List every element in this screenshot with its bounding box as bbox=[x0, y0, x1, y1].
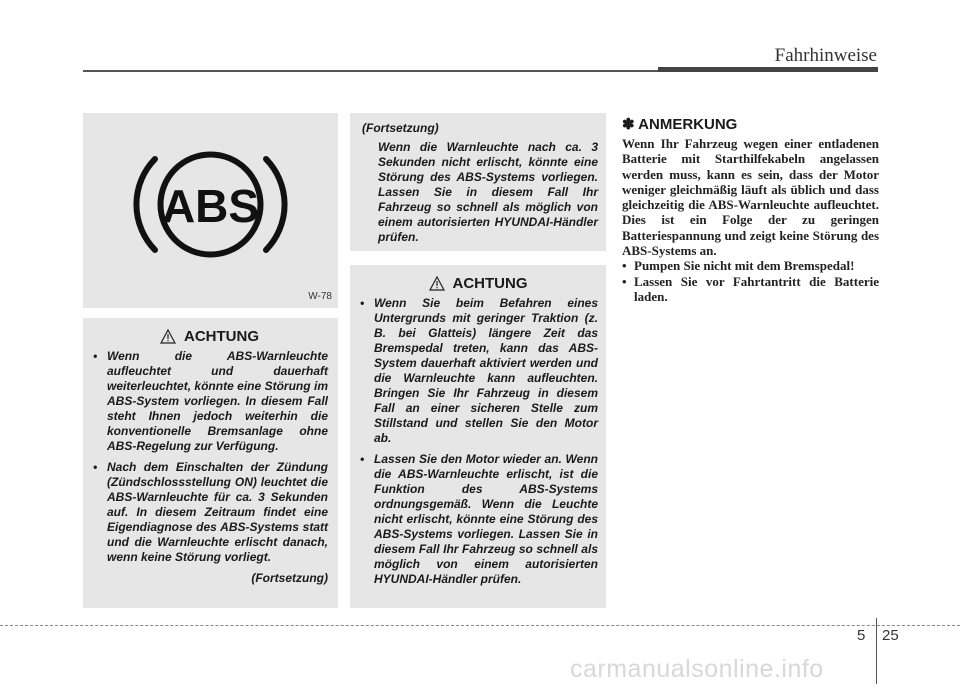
note-paragraph: Wenn Ihr Fahrzeug wegen einer entladenen Batterie mit Starthilfekabeln angelassen werden muss, kann es sein, dass der Motor weniger gleichmäßig läuft als üblich und dass gleichzeitig die ABS-Warnleuchte aufleuchtet. Dies ist ein Folge der zu geringen Batteriespannung und zeigt keine Störung des ABS-Systems an. bbox=[622, 136, 879, 259]
continuation-label: (Fortsetzung) bbox=[251, 571, 328, 585]
warning-title: ACHTUNG bbox=[452, 275, 528, 292]
warning-triangle-icon bbox=[429, 276, 445, 291]
chapter-number: 5 bbox=[857, 627, 866, 644]
figure-code: W-78 bbox=[308, 291, 332, 302]
warning-title: ACHTUNG bbox=[184, 328, 259, 345]
page-number: 25 bbox=[882, 627, 899, 644]
footer-divider bbox=[876, 618, 877, 684]
note-section bbox=[622, 115, 879, 304]
warning-bullet: • Wenn Sie beim Befahren eines Untergrunds mit geringer Traktion (z. B. bei Glatteis) längere Zeit das Bremspedal treten, kann das ABS-System dauerhaft aktiviert werden und die Warnleuchte kann aufleuchten. Bringen Sie Ihr Fahrzeug in diesem Fall an einer sicheren Stelle zum Stillstand und stellen Sie den Motor ab. bbox=[358, 296, 598, 446]
warning-box-2 bbox=[350, 265, 606, 608]
continuation-label: (Fortsetzung) bbox=[362, 121, 439, 135]
continued-text: Wenn die Warnleuchte nach ca. 3 Sekunden nicht erlischt, könnte eine Störung des ABS-Systems vorliegen. Lassen Sie in diesem Fall Ihr Fahrzeug so schnell als möglich von einem autorisierten HYUNDAI-Händler prüfen. bbox=[378, 140, 598, 244]
watermark: carmanualsonline.info bbox=[570, 655, 824, 683]
warning-bullet: • Nach dem Einschalten der Zündung (Zündschlossstellung ON) leuchtet die ABS-Warnleuchte für ca. 3 Sekunden auf. In diesem Zeitraum findet eine Eigendiagnose des ABS-Systems statt und die Warnleuchte erlischt danach, wenn keine Störung vorliegt. bbox=[91, 460, 328, 565]
abs-warning-lamp-icon bbox=[133, 137, 288, 272]
continued-box bbox=[350, 113, 606, 251]
footer-rule bbox=[0, 625, 960, 626]
header-rule-accent bbox=[658, 67, 878, 72]
warning-heading bbox=[91, 328, 328, 345]
warning-heading bbox=[358, 275, 598, 292]
abs-symbol-text: ABS bbox=[161, 180, 260, 232]
note-bullet: • Pumpen Sie nicht mit dem Bremspedal! bbox=[622, 258, 879, 273]
abs-illustration-panel bbox=[83, 113, 338, 308]
note-title: ✽ ANMERKUNG bbox=[622, 116, 738, 133]
warning-bullet: • Wenn die ABS-Warnleuchte aufleuchtet und dauerhaft weiterleuchtet, könnte eine Störung im ABS-System vorliegen. In diesem Fall steht Ihnen jedoch weiterhin die konventionelle Bremsanlage ohne ABS-Regelung zur Verfügung. bbox=[91, 349, 328, 454]
section-title: Fahrhinweise bbox=[774, 45, 877, 66]
warning-bullet: • Lassen Sie den Motor wieder an. Wenn die ABS-Warnleuchte erlischt, ist die Funktion des ABS-Systems ordnungsgemäß. Wenn die Leuchte nicht erlischt, könnte eine Störung des ABS-Systems vorliegen. Lassen Sie in diesem Fall Ihr Fahrzeug so schnell als möglich von einem autorisierten HYUNDAI-Händler prüfen. bbox=[358, 452, 598, 587]
warning-triangle-icon bbox=[160, 329, 176, 344]
note-bullet: • Lassen Sie vor Fahrtantritt die Batterie laden. bbox=[622, 274, 879, 305]
warning-box-1 bbox=[83, 318, 338, 608]
